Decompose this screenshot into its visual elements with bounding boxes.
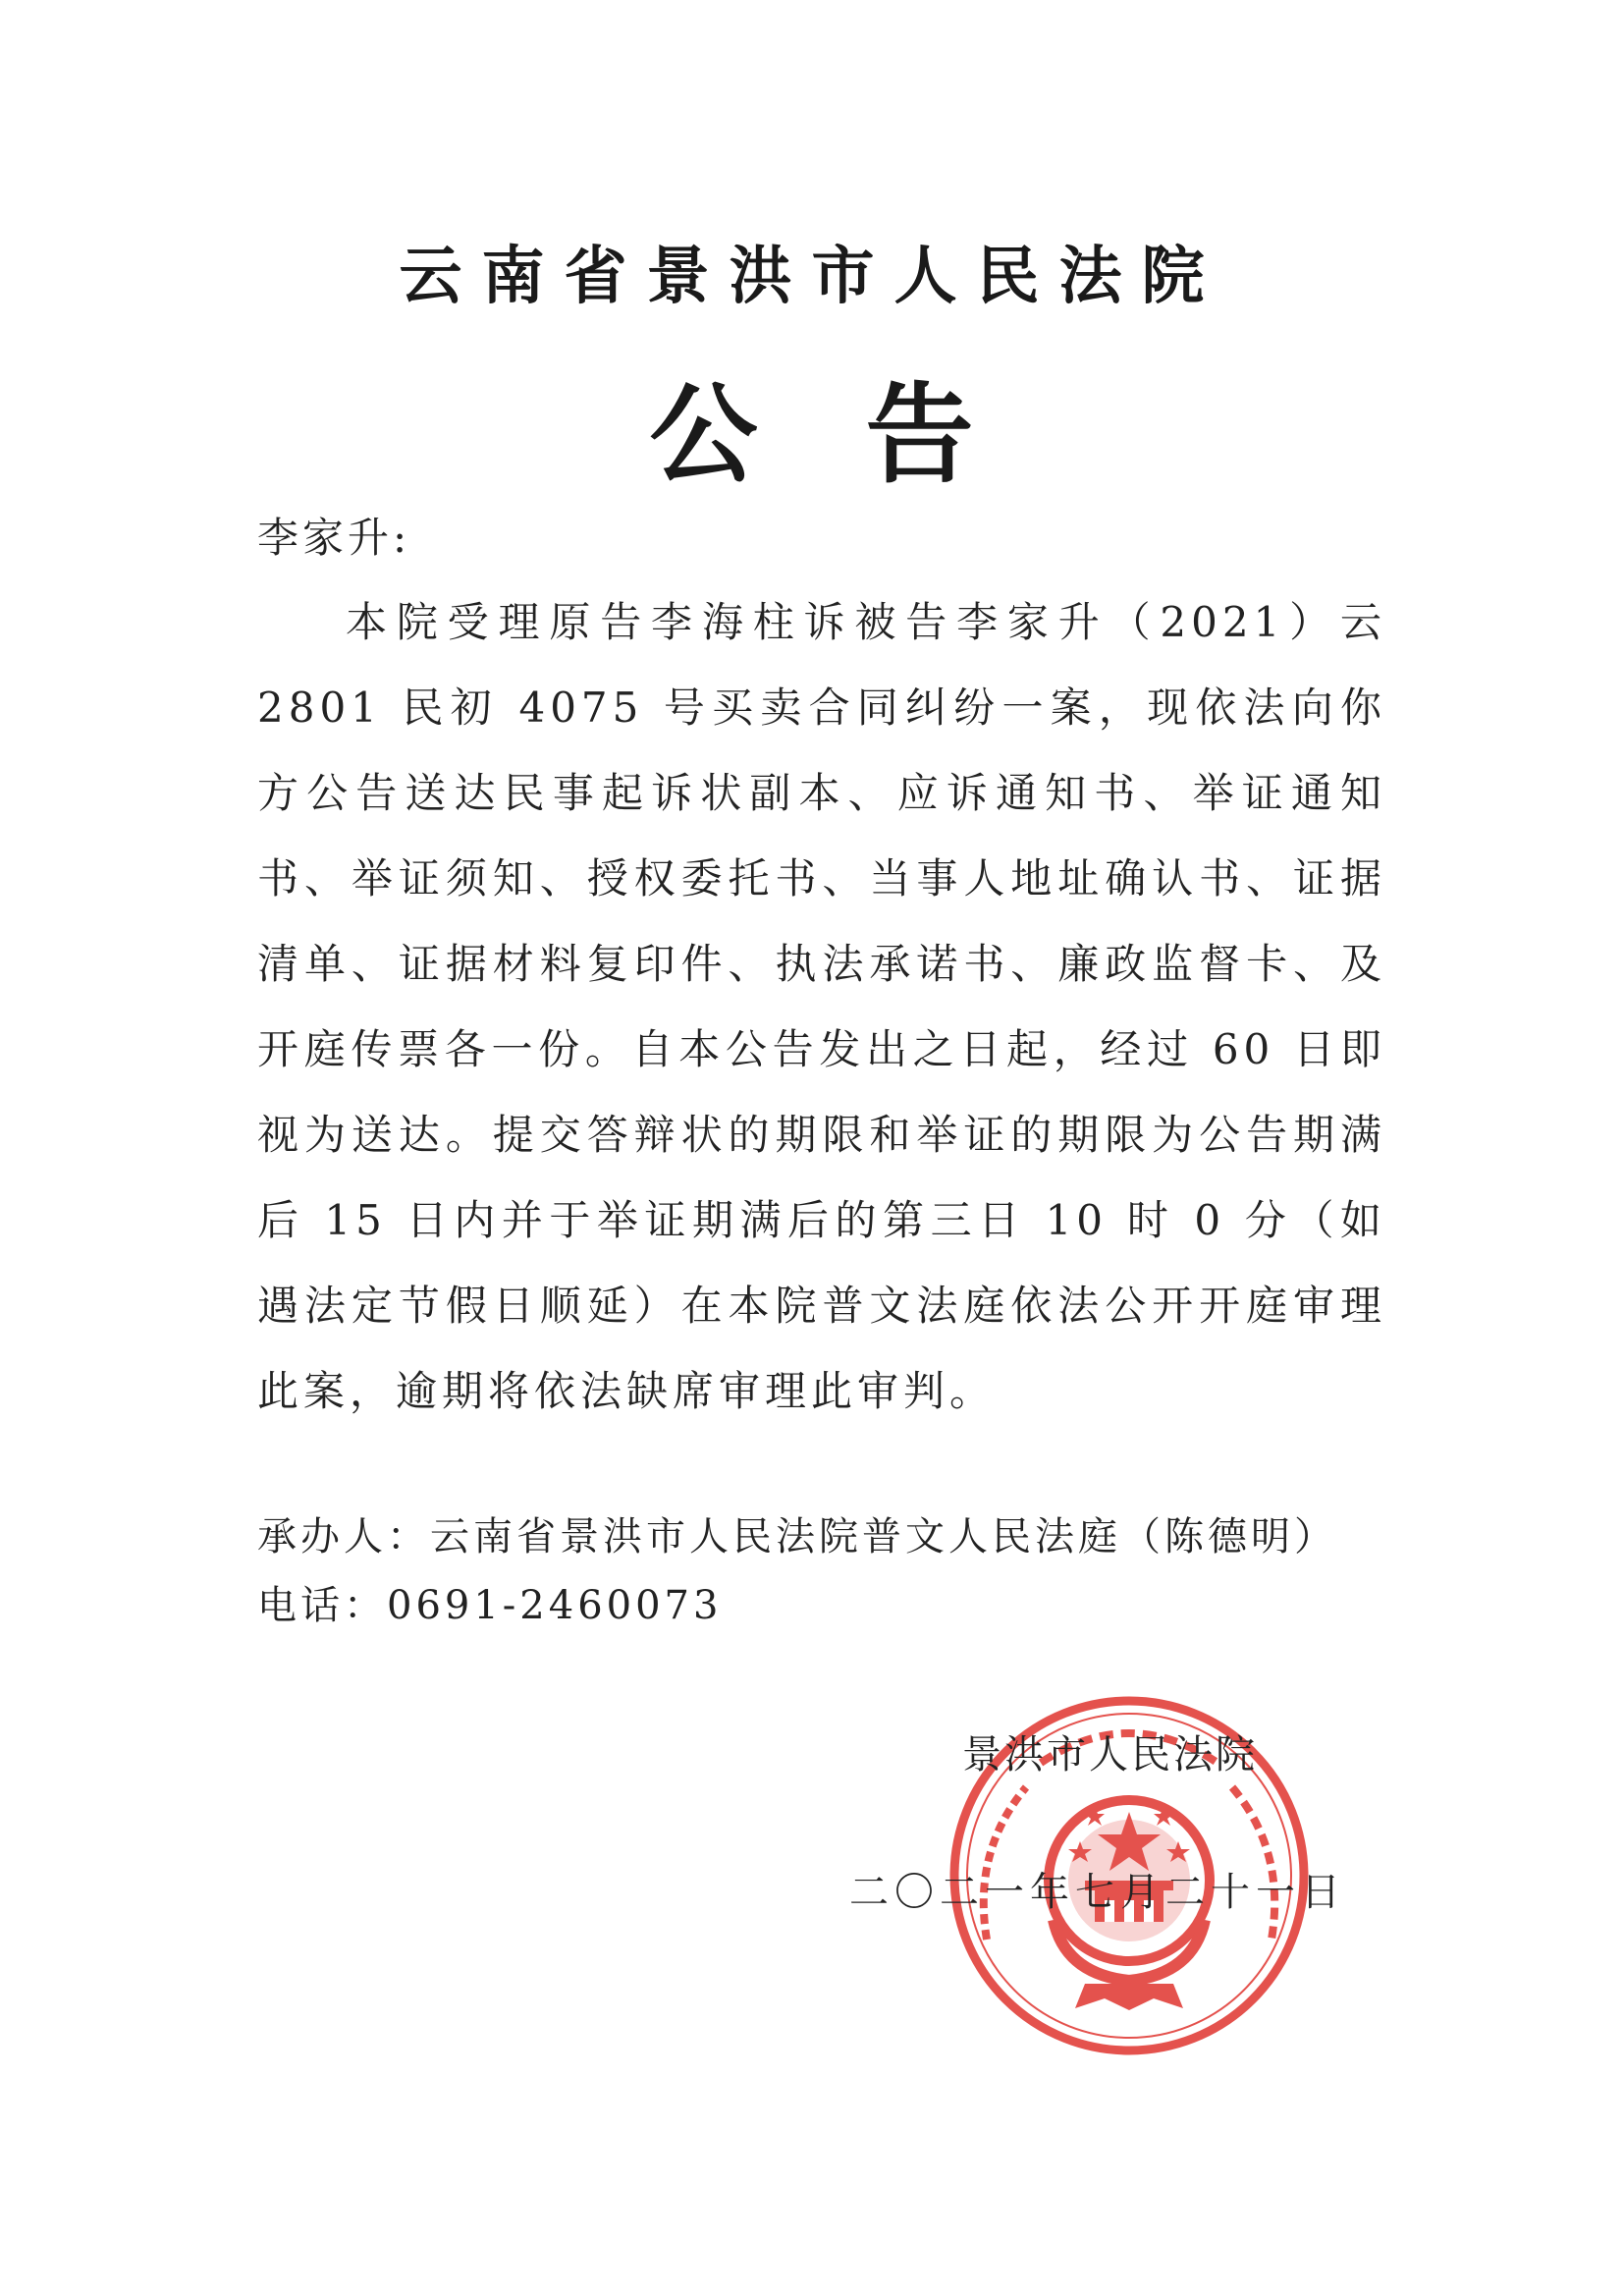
notice-body: 本院受理原告李海柱诉被告李家升（2021）云 2801 民初 4075 号买卖合同纠纷一案，现依法向你方公告送达民事起诉状副本、应诉通知书、举证通知书、举证须知、授权委托书、当事人地址确认书、证据清单、证据材料复印件、执法承诺书、廉政监督卡、及开庭传票各一份。自本公告发出之日起，经过 60 日即视为送达。提交答辩状的期限和举证的期限为公告期满后 15 日内并于举证期满后的第三日 10 时 0 分（如遇法定节假日顺延）在本院普文法庭依法公开开庭审理此案，逾期将依法缺席审理此审判。 <box>257 598 1386 1415</box>
issue-date: 二〇二一年七月二十一日 <box>849 1870 1346 1915</box>
addressee: 李家升: <box>257 514 411 562</box>
issuing-court: 景洪市人民法院 <box>962 1732 1258 1777</box>
case-handler: 承办人：云南省景洪市人民法院普文人民法庭（陈德明） <box>257 1514 1337 1559</box>
court-name: 云南省景洪市人民法院 <box>399 240 1224 313</box>
contact-block <box>257 1503 1485 1640</box>
phone-number: 电话：0691-2460073 <box>257 1583 723 1628</box>
document-title: 公告 <box>649 371 1082 498</box>
